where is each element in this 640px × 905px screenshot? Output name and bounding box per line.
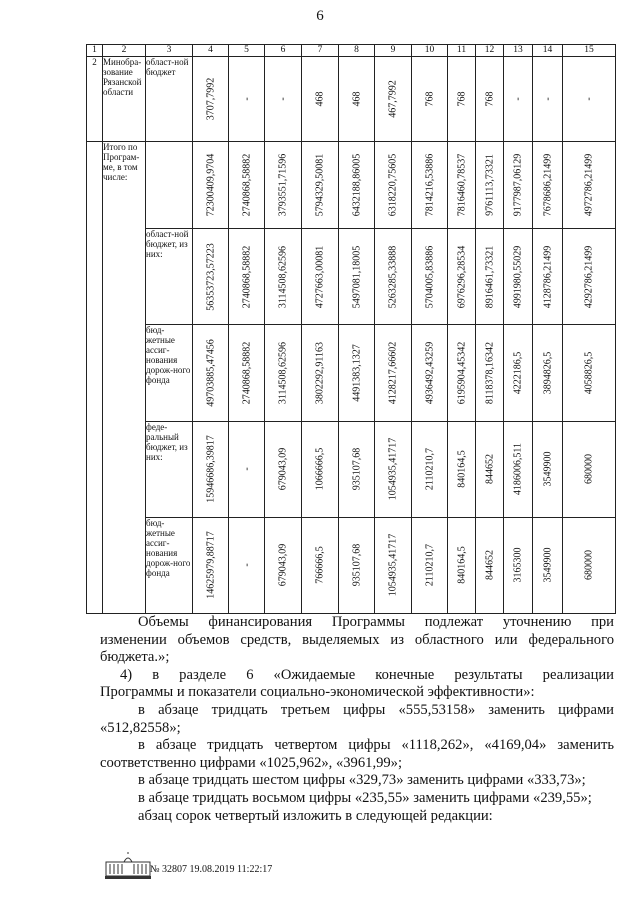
header-row (87, 45, 616, 57)
value-cell: 468 (351, 91, 362, 107)
source-label: бюд-жетные ассиг-нования дорож-ного фонда (146, 325, 193, 421)
header-cell: 6 (265, 45, 302, 57)
value-cell: 680000 (583, 550, 595, 581)
row-number: 2 (87, 57, 103, 142)
financing-table (86, 44, 616, 614)
value-cell: 4727663,00081 (314, 245, 326, 309)
value-cell: 4491383,1327 (351, 344, 362, 402)
value-cell: 8916461,73321 (484, 245, 495, 309)
paragraph-line: Объемы финансирования Программы подлежат уточнению при (138, 614, 614, 630)
value-cell: 14625979,88717 (205, 531, 216, 600)
table-row-minobr (87, 57, 616, 142)
source-label: феде-ральный бюджет, из них: (146, 421, 193, 517)
header-cell: 10 (412, 45, 448, 57)
value-cell: 1054935,41717 (387, 437, 399, 501)
header-cell: 8 (339, 45, 375, 57)
value-cell: 9177987,06129 (512, 153, 524, 217)
value-cell: 840164,5 (456, 546, 467, 585)
value-cell: - (512, 97, 524, 101)
value-cell: 6318220,75605 (387, 153, 399, 217)
source-label: бюд-жетные ассиг-нования дорож-ного фонда (146, 517, 193, 613)
value-cell: 3894826,5 (542, 351, 553, 395)
value-cell: - (583, 97, 595, 101)
value-cell: 3802292,91163 (314, 341, 326, 405)
value-cell: 2740868,58882 (241, 341, 252, 405)
value-cell: 935107,68 (351, 447, 362, 491)
value-cell: 4128217,66602 (387, 341, 399, 405)
value-cell: 6976296,28534 (456, 245, 467, 309)
paragraph-line: в абзаце тридцать шестом цифры «329,73» заменить цифрами «333,73»; (138, 772, 586, 789)
value-cell: 679043,09 (277, 544, 289, 587)
total-label: Итого по Програм-ме, в том числе: (103, 142, 146, 614)
header-cell: 2 (103, 45, 146, 57)
value-cell: 15946686,39817 (205, 435, 216, 503)
value-cell: 6195904,45342 (456, 341, 467, 405)
value-cell: 5794329,50081 (314, 153, 326, 217)
value-cell: 5704005,83886 (424, 245, 435, 309)
value-cell: 3793551,71596 (277, 153, 289, 217)
value-cell: 1054935,41717 (387, 534, 399, 597)
table-row-road-fund-federal (87, 517, 616, 613)
paragraph-line: соответственно цифрами «1025,962», «3961,99»; (100, 754, 403, 771)
value-cell: - (241, 467, 252, 471)
source-label (146, 142, 193, 229)
value-cell: 5497081,18005 (351, 245, 362, 309)
header-cell: 5 (229, 45, 265, 57)
value-cell: 768 (424, 91, 435, 107)
value-cell: - (241, 97, 252, 101)
paragraph-line: в абзаце тридцать восьмом цифры «235,55» заменить цифрами «239,55»; (138, 789, 592, 806)
header-cell: 15 (563, 45, 616, 57)
value-cell: 4991980,55029 (512, 245, 524, 309)
document-text (100, 614, 614, 825)
value-cell: 2110210,7 (424, 448, 435, 491)
paragraph-line: 4) в разделе 6 «Ожидаемые конечные результаты реализации (120, 666, 614, 683)
value-cell: 3707,7992 (205, 77, 216, 121)
value-cell: 4128786,21499 (542, 245, 553, 309)
value-cell: 844652 (484, 550, 495, 581)
table-row-federal (87, 421, 616, 517)
value-cell: 72300409,9704 (205, 153, 216, 217)
paragraph-line: изменении объемов средств, выделяемых из областного или федерального (100, 631, 614, 648)
paragraph-line: в абзаце тридцать третьем цифры «555,53158» заменить цифрами (138, 701, 614, 718)
table-row-total (87, 142, 616, 229)
value-cell: 468 (314, 91, 326, 107)
value-cell: 3165300 (512, 547, 524, 583)
paragraph-line: Программы и показатели социально-экономической эффективности»: (100, 684, 535, 701)
value-cell: - (241, 563, 252, 568)
value-cell: 4222186,5 (512, 351, 524, 395)
paragraph-line: бюджета.»; (100, 649, 170, 666)
value-cell: 4058826,5 (583, 351, 595, 395)
paragraph-line: абзац сорок четвертый изложить в следующей редакции: (138, 807, 493, 824)
header-cell: 4 (193, 45, 229, 57)
value-cell: 49703885,47456 (205, 339, 216, 407)
value-cell: 7816460,78537 (456, 153, 467, 217)
header-cell: 14 (533, 45, 563, 57)
header-cell: 13 (504, 45, 533, 57)
value-cell: 680000 (583, 454, 595, 485)
value-cell: 2740868,58882 (241, 245, 252, 309)
value-cell: 768 (456, 91, 467, 107)
value-cell: 3114508,62596 (277, 341, 289, 405)
header-cell: 7 (302, 45, 339, 57)
row-name: Минобра-зование Рязанской области (103, 57, 146, 142)
header-cell: 11 (448, 45, 476, 57)
value-cell: - (542, 97, 553, 101)
page-number: 6 (316, 8, 324, 24)
header-cell: 9 (375, 45, 412, 57)
source-label: област-ной бюджет, из них: (146, 229, 193, 325)
value-cell: 1066666,5 (314, 447, 326, 491)
value-cell: 4972786,21499 (583, 153, 595, 217)
header-cell: 12 (476, 45, 504, 57)
header-cell: 1 (87, 45, 103, 57)
table-row-road-fund-regional (87, 325, 616, 421)
value-cell: 7678686,21499 (542, 153, 553, 217)
value-cell: 5263285,33888 (387, 245, 399, 309)
value-cell: 935107,68 (351, 544, 362, 587)
value-cell: 9761113,73321 (484, 154, 495, 217)
value-cell: 3549900 (542, 547, 553, 583)
value-cell: - (277, 97, 289, 101)
paragraph-line: в абзаце тридцать четвертом цифры «1118,262», «4169,04» заменить (138, 737, 614, 754)
value-cell: 6432188,86005 (351, 153, 362, 217)
source-label: област-ной бюджет (146, 57, 193, 142)
value-cell: 3549900 (542, 451, 553, 487)
table-row-regional (87, 229, 616, 325)
value-cell: 766666,5 (314, 546, 326, 585)
value-cell: 679043,09 (277, 447, 289, 491)
value-cell: 2110210,7 (424, 544, 435, 587)
registration-stamp: № 32807 19.08.2019 11:22:17 (150, 864, 273, 875)
header-cell: 3 (146, 45, 193, 57)
government-building-logo (104, 852, 152, 880)
value-cell: 2740868,58882 (241, 153, 252, 217)
value-cell: 4292786,21499 (583, 245, 595, 309)
value-cell: 3114508,62596 (277, 245, 289, 308)
value-cell: 7814216,53886 (424, 153, 435, 217)
paragraph-line: «512,82558»; (100, 719, 181, 736)
value-cell: 768 (484, 91, 495, 107)
value-cell: 4186006,511 (512, 443, 524, 496)
value-cell: 840164,5 (456, 450, 467, 488)
value-cell: 4936492,43259 (424, 341, 435, 405)
value-cell: 844652 (484, 454, 495, 485)
value-cell: 8118378,16342 (484, 341, 495, 405)
value-cell: 56353723,57223 (205, 243, 216, 311)
value-cell: 467,7992 (387, 80, 399, 118)
